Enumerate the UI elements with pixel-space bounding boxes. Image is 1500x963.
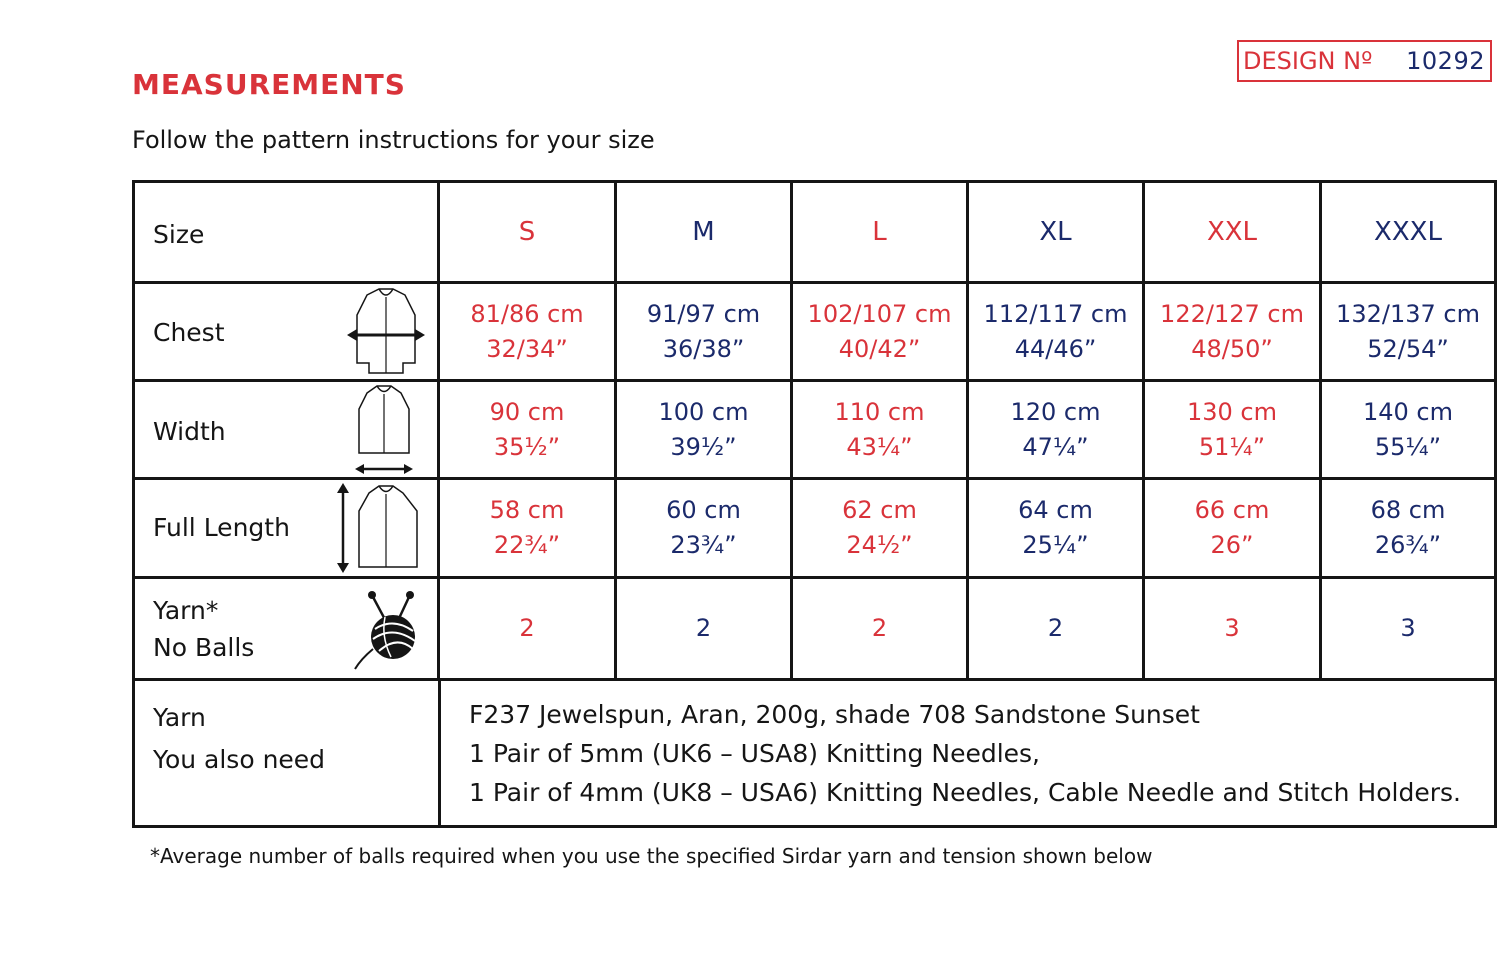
width-inches: 43¼” [846,432,913,461]
design-number-box [1237,40,1492,82]
length-inches: 25¼” [1022,531,1089,559]
page-title: MEASUREMENTS [132,68,406,101]
size-row-label: Size [153,220,205,249]
chest-inches: 36/38” [662,334,745,363]
chest-inches: 48/50” [1191,334,1273,363]
materials-labels [153,697,325,781]
yarn-balls-row-label [153,592,254,666]
chest-cell-s [440,284,614,379]
design-number: 10292 [1406,47,1485,75]
length-cm: 62 cm [842,496,917,524]
width-cm: 120 cm [1010,397,1101,426]
length-inches: 24½” [846,531,913,559]
materials-details [469,695,1461,812]
size-header-xxxl: XXXL [1374,216,1442,247]
yarn-balls-label-line1: Yarn* [153,596,219,625]
length-row-label: Full Length [153,513,290,542]
width-cm: 140 cm [1362,397,1453,426]
length-cm: 60 cm [666,496,741,524]
chest-inches: 32/34” [486,334,568,363]
width-inches: 35½” [493,432,561,461]
chest-cm: 132/137 cm [1336,299,1480,328]
chest-inches: 52/54” [1367,334,1449,363]
needles-line-1: 1 Pair of 5mm (UK6 – USA8) Knitting Needles, [469,739,1041,768]
width-inches: 47¼” [1022,432,1089,461]
length-cm: 64 cm [1018,496,1093,524]
yarn-description: F237 Jewelspun, Aran, 200g, shade 708 Sandstone Sunset [469,700,1200,729]
footnote: *Average number of balls required when you use the specified Sirdar yarn and tension shown below [150,844,1153,868]
balls-cell-xxxl: 3 [1400,614,1416,642]
length-cm: 66 cm [1194,496,1270,524]
balls-cell-l: 2 [871,614,888,642]
chest-cm: 91/97 cm [646,299,761,328]
yarn-balls-label-line2: No Balls [153,633,255,662]
length-cell-l [793,480,966,576]
length-inches: 26” [1210,531,1254,559]
chest-cell-xxxl [1322,284,1494,379]
width-inches: 51¼” [1198,432,1266,461]
length-cell-xxl [1145,480,1319,576]
chest-inches: 44/46” [1014,334,1097,363]
length-inches: 22¾” [493,531,561,559]
cardigan-length-arrow-icon [333,481,425,575]
width-inches: 39½” [670,432,737,461]
chest-cell-l [793,284,966,379]
chest-inches: 40/42” [838,334,921,363]
width-cm: 100 cm [658,397,749,426]
cardigan-chest-arrow-icon [345,285,427,377]
width-cell-xxxl [1322,382,1494,477]
size-header-l: L [872,216,887,247]
length-cell-s [440,480,614,576]
chest-cm: 122/127 cm [1160,299,1304,328]
needles-line-2: 1 Pair of 4mm (UK8 – USA6) Knitting Needles, Cable Needle and Stitch Holders. [469,778,1461,807]
length-cell-m [617,480,790,576]
size-header-xl: XL [1039,216,1072,247]
width-row-label: Width [153,417,226,446]
width-cell-s [440,382,614,477]
width-cm: 130 cm [1186,397,1277,426]
yarn-label: Yarn [153,703,206,732]
also-need-label: You also need [153,745,326,774]
size-header-m: M [692,216,715,247]
chest-cell-xl [969,284,1142,379]
length-cm: 58 cm [489,496,565,524]
cardigan-width-arrow-icon [353,383,415,477]
measurements-table [132,180,1497,828]
balls-cell-s: 2 [519,614,535,642]
width-inches: 55¼” [1374,432,1442,461]
width-cell-l [793,382,966,477]
width-cell-xl [969,382,1142,477]
size-header-s: S [518,216,536,247]
balls-cell-m: 2 [695,614,712,642]
length-cell-xxxl [1322,480,1494,576]
yarn-ball-needles-icon [351,587,423,671]
grid-line [135,678,1494,681]
balls-cell-xl: 2 [1047,614,1064,642]
width-cm: 90 cm [489,397,565,426]
design-label: DESIGN Nº [1243,47,1373,75]
chest-cell-m [617,284,790,379]
width-cell-xxl [1145,382,1319,477]
chest-row-label: Chest [153,318,225,347]
length-inches: 26¾” [1374,531,1442,559]
length-cm: 68 cm [1370,496,1446,524]
grid-line [438,678,441,826]
length-cell-xl [969,480,1142,576]
page-subtitle: Follow the pattern instructions for your size [132,126,655,154]
size-header-xxl: XXL [1206,216,1258,247]
chest-cell-xxl [1145,284,1319,379]
width-cell-m [617,382,790,477]
balls-cell-xxl: 3 [1224,614,1240,642]
width-cm: 110 cm [834,397,925,426]
chest-cm: 81/86 cm [470,299,584,328]
length-inches: 23¾” [670,531,737,559]
chest-cm: 102/107 cm [807,299,952,328]
chest-cm: 112/117 cm [983,299,1128,328]
